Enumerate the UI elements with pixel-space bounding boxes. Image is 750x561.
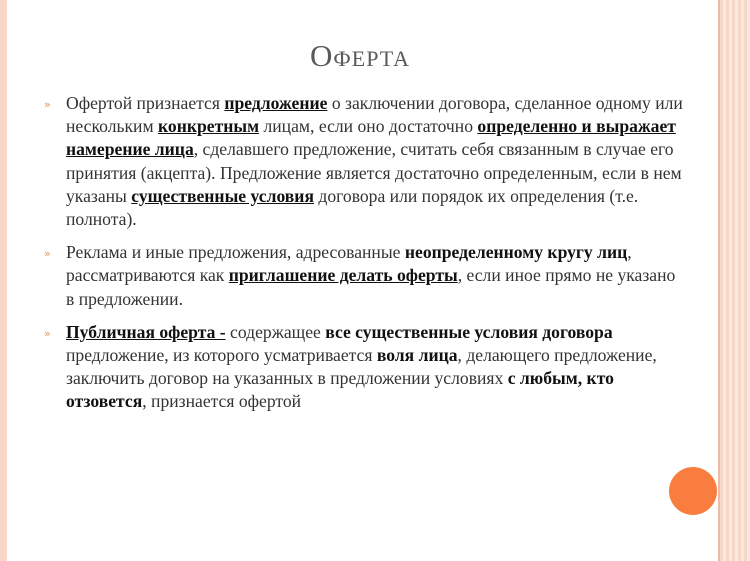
text-run: о заключении договора, сделанное одному или нескольким — [66, 93, 683, 137]
slide-content — [44, 92, 686, 424]
bullet-item-public-offer — [44, 321, 686, 414]
text-run: Реклама и иные предложения, адресованные — [66, 242, 405, 263]
text-run: Офертой признается — [66, 93, 225, 113]
bullet-item-offer-definition — [44, 92, 686, 231]
text-run: договора или порядок их определения (т.е. полнота). — [66, 185, 639, 230]
chevron-right-icon: » — [44, 247, 51, 261]
bullet-text — [66, 93, 683, 229]
bullet-item-advertising — [44, 241, 686, 311]
slide-title: Оферта — [310, 38, 410, 73]
chevron-right-icon: » — [44, 98, 51, 111]
bold-term: предложение — [224, 93, 328, 113]
bold-term: с любым, кто отзовется — [66, 368, 614, 412]
text-run: , сделавшего предложение, считать себя связанным в случае его принятия (акцепта). Предложение является достаточно определенным, если в нем указаны — [66, 139, 682, 206]
text-run: предложение, из которого усматривается — [66, 345, 377, 366]
left-border-strip — [0, 0, 7, 561]
text-run: , признается офертой — [142, 391, 302, 412]
right-border-strip — [720, 0, 750, 561]
bold-term: воля лица — [376, 345, 458, 366]
bullet-text — [66, 322, 657, 412]
bold-term: конкретным — [158, 116, 260, 137]
text-run: , рассматриваются как — [66, 242, 632, 286]
bold-term: существенные условия — [131, 185, 314, 206]
bold-term: Публичная оферта - — [66, 321, 226, 342]
text-run: , если иное прямо не указано в предложении. — [66, 265, 676, 309]
decorative-circle — [669, 467, 717, 515]
text-run: , делающего предложение, заключить договор на указанных в предложении условиях — [66, 345, 657, 389]
chevron-right-icon: » — [44, 326, 51, 340]
bold-term: приглашение делать оферты — [228, 265, 458, 286]
bullet-text — [66, 242, 675, 308]
text-run: лицам, если оно достаточно — [259, 116, 478, 137]
bold-term: неопределенному кругу лиц — [404, 242, 628, 263]
bold-term: определенно и выражает намерение лица — [66, 116, 676, 160]
text-run: содержащее — [225, 321, 326, 342]
bold-term: все существенные условия договора — [325, 321, 613, 342]
